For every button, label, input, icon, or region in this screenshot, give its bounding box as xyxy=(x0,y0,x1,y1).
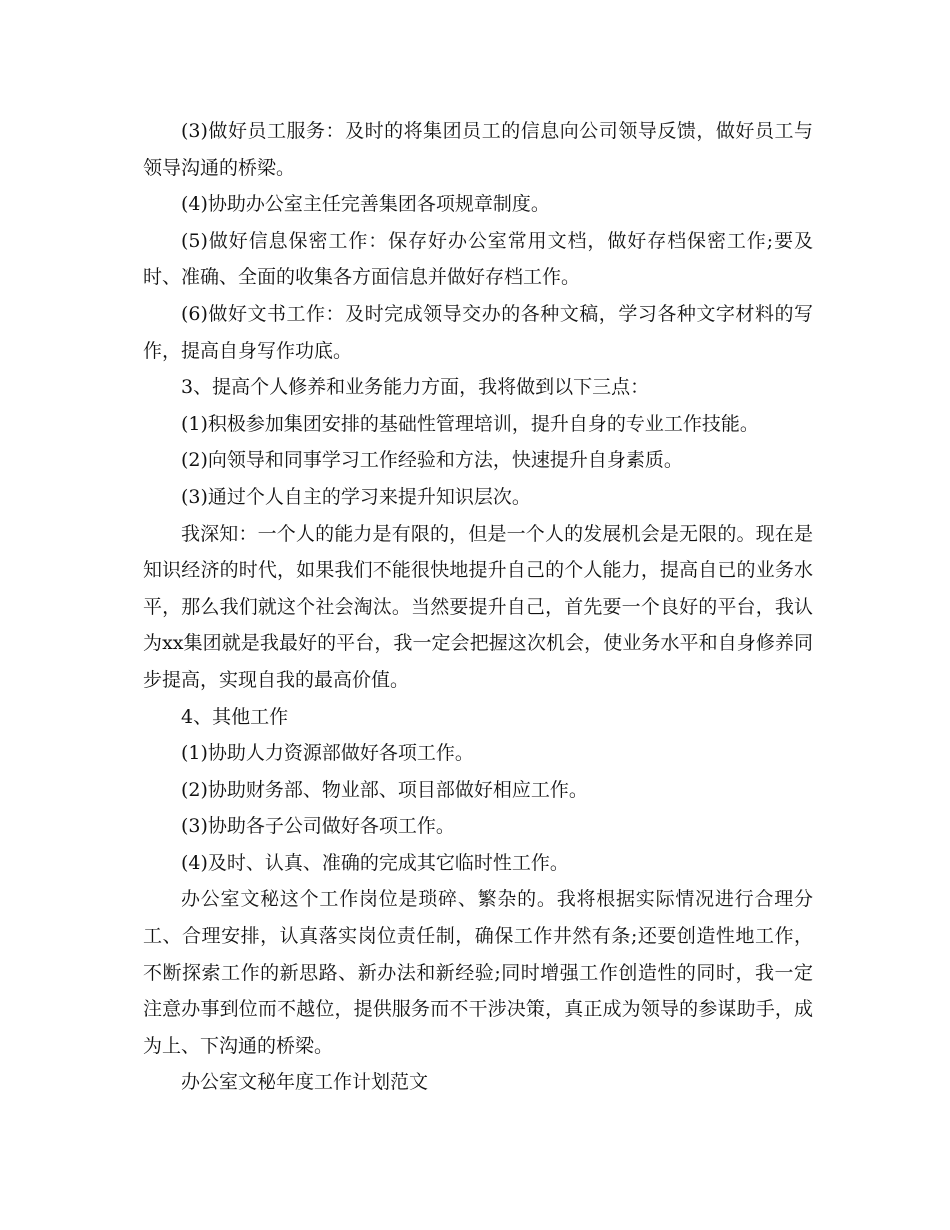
document-body xyxy=(143,113,813,1101)
paragraph-rules: (4)协助办公室主任完善集团各项规章制度。 xyxy=(181,193,550,216)
section-heading-other-work: 4、其他工作 xyxy=(181,705,289,728)
paragraph-documents: (6)做好文书工作：及时完成领导交办的各种文稿，学习各种文字材料的写作，提高自身写作功底。 xyxy=(143,302,813,362)
paragraph-training: (1)积极参加集团安排的基础性管理培训，提升自身的专业工作技能。 xyxy=(181,412,759,435)
paragraph-summary: 办公室文秘这个工作岗位是琐碎、繁杂的。我将根据实际情况进行合理分工、合理安排，认真落实岗位责任制，确保工作井然有条;还要创造性地工作，不断探索工作的新思路、新办法和新经验;同时增强工作创造性的同时，我一定注意办事到位而不越位，提供服务而不干涉决策，真正成为领导的参谋助手，成为上、下沟通的桥梁。 xyxy=(143,888,813,1057)
paragraph-finance-support: (2)协助财务部、物业部、项目部做好相应工作。 xyxy=(181,778,588,801)
paragraph-reflection: 我深知：一个人的能力是有限的，但是一个人的发展机会是无限的。现在是知识经济的时代，如果我们不能很快地提升自己的个人能力，提高自已的业务水平，那么我们就这个社会淘汰。当然要提升自己，首先要一个良好的平台，我认为xx集团就是我最好的平台，我一定会把握这次机会，使业务水平和自身修养同步提高，实现自我的最高价值。 xyxy=(143,522,813,691)
paragraph-next-title: 办公室文秘年度工作计划范文 xyxy=(181,1071,429,1094)
paragraph-temporary-work: (4)及时、认真、准确的完成其它临时性工作。 xyxy=(181,851,569,874)
paragraph-staff-service: (3)做好员工服务：及时的将集团员工的信息向公司领导反馈，做好员工与领导沟通的桥梁。 xyxy=(143,120,813,179)
paragraph-learn-from-leaders: (2)向领导和同事学习工作经验和方法，快速提升自身素质。 xyxy=(181,449,683,472)
section-heading-self-improvement: 3、提高个人修养和业务能力方面，我将做到以下三点： xyxy=(181,376,650,399)
paragraph-confidentiality: (5)做好信息保密工作：保存好办公室常用文档，做好存档保密工作;要及时、准确、全面的收集各方面信息并做好存档工作。 xyxy=(143,229,813,289)
paragraph-hr-support: (1)协助人力资源部做好各项工作。 xyxy=(181,742,474,765)
paragraph-subsidiary-support: (3)协助各子公司做好各项工作。 xyxy=(181,815,455,838)
paragraph-self-study: (3)通过个人自主的学习来提升知识层次。 xyxy=(181,485,531,508)
